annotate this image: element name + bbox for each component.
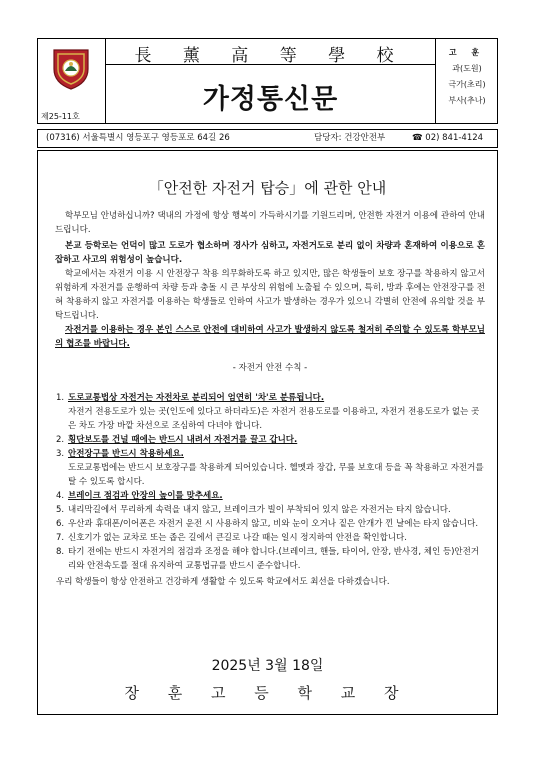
explanation-paragraph: 학교에서는 자전거 이용 시 안전장구 착용 의무화하도록 하고 있지만, 많은 학생들이 보호 장구를 착용하지 않고서 위험하게 자전거를 운행하여 차량 등과 충돌 시 큰 부상의 위험에 노출될 수 있으며, 특히, 방과 후에는 안전장구를 전혀 착용하지 않고 자전거를 이용하는 학생들로 인하여 사고가 발생하는 경우가 있으니 각별히 안전에 유의할 것을 부탁드립니다.: [55, 269, 485, 321]
approval-title: 고 훈: [448, 48, 486, 57]
rule-detail: 도로교통법에는 반드시 보호장구를 착용하게 되어있습니다. 헬멧과 장갑, 무릎 보호대 등을 꼭 착용하고 자전거를 탈 수 있도록 합시다.: [68, 463, 484, 487]
phone-number: ☎ 02) 841-4124: [412, 133, 484, 143]
notice-title: 「안전한 자전거 탑승」에 관한 안내: [148, 179, 387, 197]
school-emblem-icon: [51, 47, 91, 91]
greeting-paragraph: 학부모님 안녕하십니까? 댁내의 가정에 항상 행복이 가득하시기를 기원드리며, 안전한 자전거 이용에 관하여 안내드립니다.: [55, 211, 485, 235]
warning-paragraph: 본교 등학로는 언덕이 많고 도로가 협소하며 경사가 심하고, 자전거도로 분리 없이 차량과 혼재하여 이용으로 혼잡하고 사고의 위험성이 높습니다.: [55, 241, 485, 265]
approval-stamps: [436, 45, 498, 109]
list-item: 4. 브레이크 점검과 안장의 높이를 맞추세요.: [56, 491, 223, 501]
notice-body: [37, 150, 498, 715]
address-bar: [37, 129, 498, 148]
list-item: 1. 도로교통법상 자전거는 자전차로 분리되어 엄연히 '차'로 분류됩니다.: [56, 393, 325, 403]
request-paragraph: 자전거를 이용하는 경우 본인 스스로 안전에 대비하여 사고가 발생하지 않도록 철저히 주의할 수 있도록 학부모님의 협조를 바랍니다.: [55, 325, 485, 349]
approval-item: 부사(추나): [448, 96, 486, 105]
approval-item: 과(도원): [452, 64, 482, 73]
issue-number: 제25-11호: [41, 112, 80, 121]
rule-detail: 자전거 전용도로가 있는 곳(인도에 있다고 하더라도)은 자전거 전용도로를 이용하고, 자전거 전용도로가 없는 곳은 차도 가장 바깥 차선으로 조심하여 다녀야 합니다.: [68, 407, 480, 431]
safety-rules-list: [56, 391, 486, 589]
list-item: 6. 우산과 휴대폰/이어폰은 자전거 운전 시 사용하지 않고, 비와 눈이 오거나 짙은 안개가 낀 날에는 타지 않습니다.: [56, 519, 479, 529]
closing-paragraph: 우리 학생들이 항상 안전하고 건강하게 생활할 수 있도록 학교에서도 최선을 다하겠습니다.: [56, 577, 390, 587]
department-contact: 담당자: 건강안전부: [314, 133, 386, 143]
newsletter-header: [37, 38, 498, 124]
rules-heading: - 자전거 안전 수칙 -: [232, 363, 308, 373]
list-item: 3. 안전장구를 반드시 착용하세요.: [56, 449, 184, 459]
list-item: 7. 신호기가 없는 교차로 또는 좁은 길에서 큰길로 나갈 때는 일시 정지하여 안전을 확인합니다.: [56, 533, 407, 543]
page-title: 가정통신문: [202, 84, 339, 115]
list-item: 2. 횡단보도를 건널 때에는 반드시 내려서 자전거를 끌고 갑니다.: [56, 435, 298, 445]
school-address: (07316) 서울특별시 영등포구 영등포로 64길 26: [46, 133, 230, 143]
approval-item: 극가(초리): [448, 80, 486, 89]
issue-date: 2025년 3월 18일: [211, 658, 324, 674]
list-item: 8. 타기 전에는 반드시 자전거의 점검과 조정을 해야 합니다.(브레이크, 핸들, 타이어, 안장, 반사경, 체인 등)안전거리와 안전속도를 절대 유지하여 교통법규를 반드시 준수합니다.: [56, 547, 480, 571]
principal-signature: 장 훈 고 등 학 교 장: [124, 684, 411, 702]
school-name: 長 薰 高 等 學 校: [134, 46, 407, 66]
list-item: 5. 내리막길에서 무리하게 속력을 내지 않고, 브레이크가 빌이 부착되어 있지 않은 자전거는 타지 않습니다.: [56, 505, 451, 515]
